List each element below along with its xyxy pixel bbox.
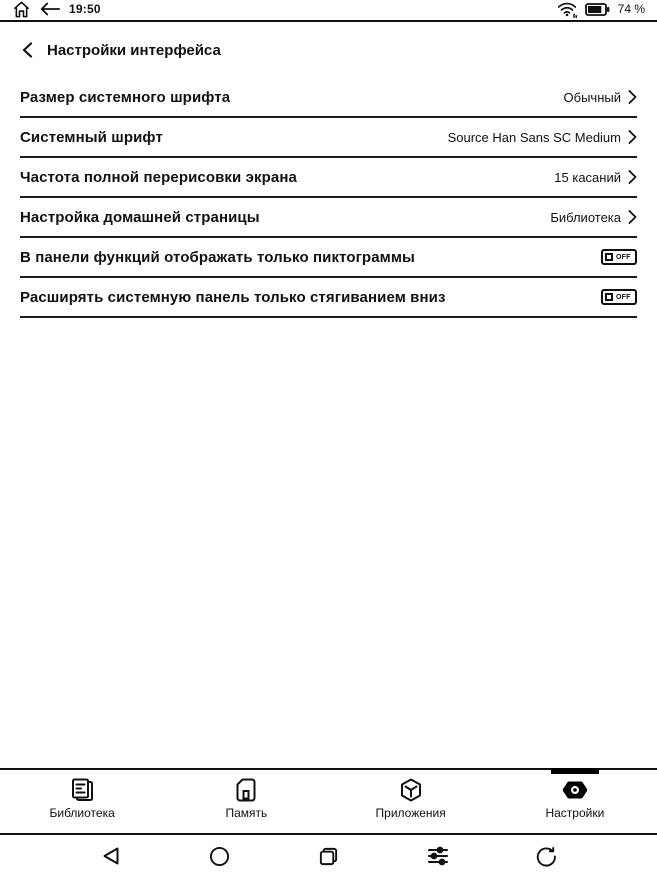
wifi-icon [557, 1, 577, 18]
refresh-icon[interactable] [535, 844, 559, 868]
back-chevron-icon[interactable] [22, 42, 33, 58]
toggle-state-label: OFF [616, 293, 631, 301]
tab-label: Приложения [375, 806, 446, 820]
battery-percent: 74 % [617, 2, 645, 16]
active-tab-indicator [551, 768, 599, 774]
chevron-right-icon [628, 90, 637, 104]
home-icon[interactable] [12, 0, 31, 19]
toggle-switch-off[interactable] [601, 249, 637, 265]
tab-settings[interactable] [493, 770, 657, 833]
toggle-state-label: OFF [616, 253, 631, 261]
setting-row-home-page[interactable] [20, 198, 637, 238]
chevron-right-icon [628, 130, 637, 144]
toggle-knob [605, 253, 613, 261]
toggle-knob [605, 293, 613, 301]
setting-label: Размер системного шрифта [20, 88, 231, 106]
library-icon [69, 777, 95, 803]
apps-icon [398, 777, 424, 803]
setting-label: Расширять системную панель только стягиванием вниз [20, 288, 446, 306]
settings-list [0, 78, 657, 318]
setting-row-font-size[interactable] [20, 78, 637, 118]
setting-row-expand-panel [20, 278, 637, 318]
setting-value: Source Han Sans SC Medium [447, 129, 621, 145]
page-header [0, 22, 657, 78]
status-bar [0, 0, 657, 22]
setting-value: Библиотека [550, 209, 621, 225]
recents-icon[interactable] [317, 844, 341, 868]
tab-library[interactable] [0, 770, 164, 833]
empty-area [0, 318, 657, 768]
setting-row-icons-only [20, 238, 637, 278]
tab-label: Память [225, 806, 268, 820]
back-icon[interactable] [99, 844, 123, 868]
setting-row-full-refresh[interactable] [20, 158, 637, 198]
setting-value: 15 касаний [554, 169, 621, 185]
setting-row-system-font[interactable] [20, 118, 637, 158]
tab-storage[interactable] [164, 770, 328, 833]
tune-icon[interactable] [426, 844, 450, 868]
tab-label: Библиотека [49, 806, 115, 820]
bottom-tab-bar [0, 768, 657, 833]
toggle-switch-off[interactable] [601, 289, 637, 305]
back-arrow-icon[interactable] [39, 2, 61, 16]
home-circle-icon[interactable] [208, 844, 232, 868]
page-title: Настройки интерфейса [47, 41, 221, 59]
tab-apps[interactable] [329, 770, 493, 833]
tab-label: Настройки [545, 806, 605, 820]
chevron-right-icon [628, 170, 637, 184]
android-nav-bar [0, 833, 657, 877]
chevron-right-icon [628, 210, 637, 224]
setting-label: Настройка домашней страницы [20, 208, 260, 226]
setting-label: Частота полной перерисовки экрана [20, 168, 297, 186]
settings-icon [561, 777, 589, 803]
battery-icon [585, 3, 610, 16]
setting-value: Обычный [563, 89, 621, 105]
clock-time: 19:50 [69, 2, 101, 16]
setting-label: В панели функций отображать только пиктограммы [20, 248, 415, 266]
setting-label: Системный шрифт [20, 128, 163, 146]
storage-icon [233, 777, 259, 803]
